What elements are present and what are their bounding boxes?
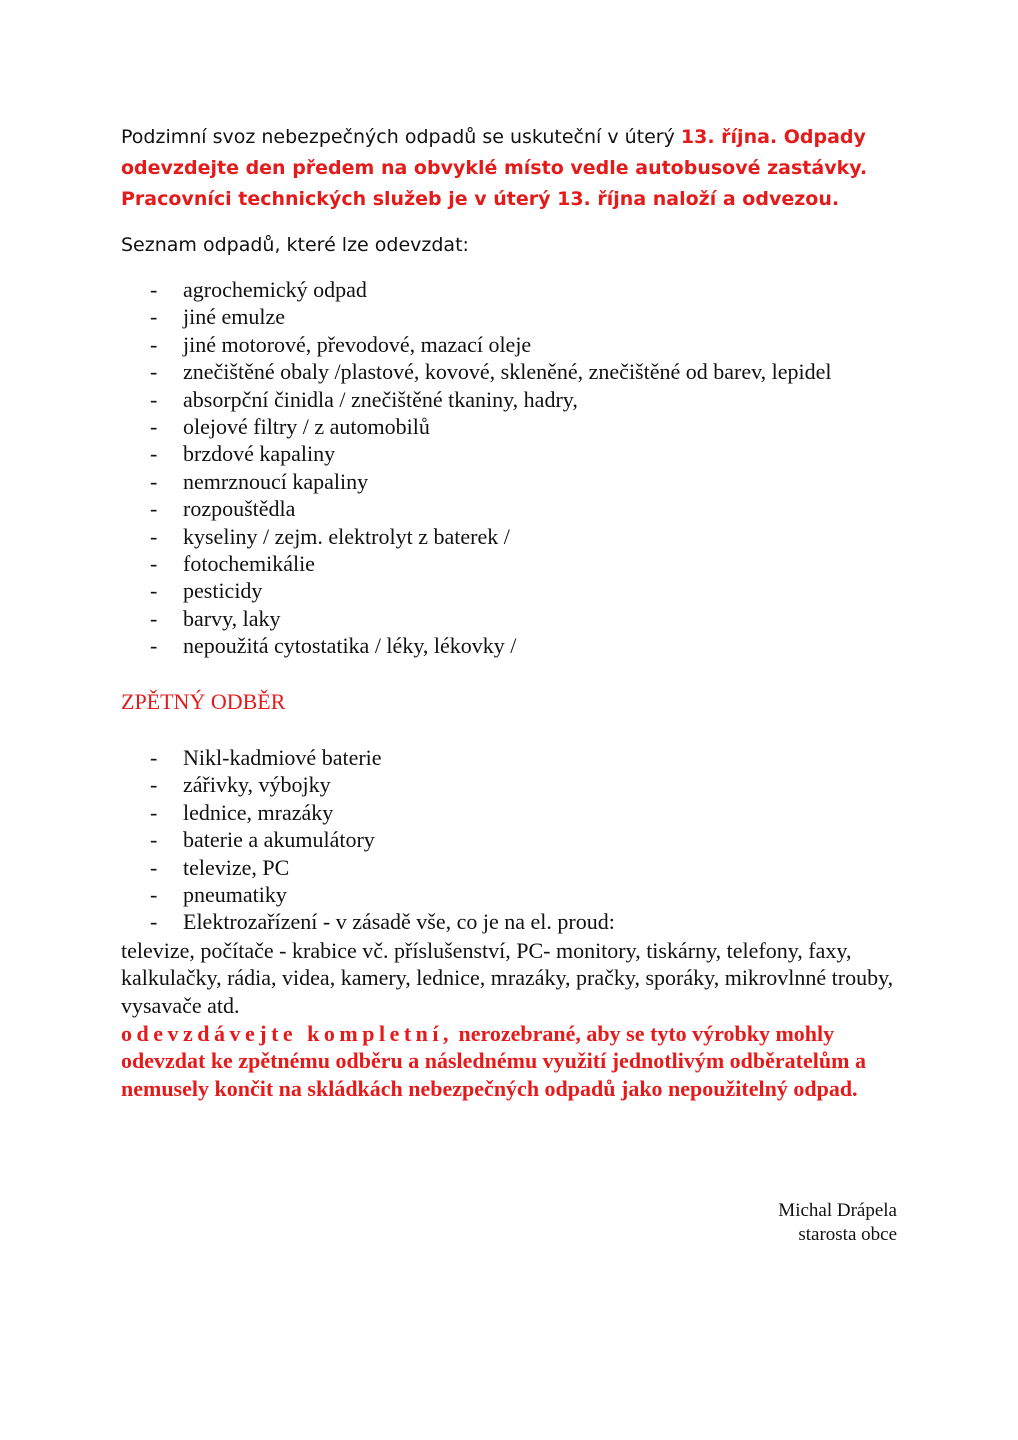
bullet-dash: - [150,359,158,385]
bullet-dash: - [150,386,158,412]
bullet-dash: - [150,745,158,770]
bullet-dash: - [150,578,158,604]
bullet-dash: - [150,523,158,549]
list-item: - znečištěné obaly /plastové, kovové, skleněné, znečištěné od barev, lepidel [150,359,832,385]
intro-paragraph [121,122,921,215]
bullet-dash: - [150,468,158,494]
list-item: - nemrznoucí kapaliny [150,468,369,494]
list-item: - nepoužitá cytostatika / léky, lékovky / [150,633,517,659]
list-item: - Nikl-kadmiové baterie [150,745,382,770]
bullet-dash: - [150,909,158,935]
list-item: - televize, PC [150,854,290,880]
bullet-dash: - [150,331,158,357]
list-item: - jiné motorové, převodové, mazací oleje [150,331,532,357]
bullet-dash: - [150,854,158,880]
waste-list [150,276,910,660]
bullet-dash: - [150,882,158,908]
signature-title: starosta obce [798,1224,897,1245]
list-item: - jiné emulze [150,304,286,330]
intro-text: Podzimní svoz nebezpečných odpadů se uskuteční v úterý [121,126,681,148]
list-item: - pneumatiky [150,882,287,908]
signature-block [778,1199,897,1247]
electronics-detail: televize, počítače - krabice vč. příslušenství, PC- monitory, tiskárny, telefony, faxy, kalkulačky, rádia, videa, kamery, lednice, mrazáky, pračky, sporáky, mikrovlnné trouby, vysavače atd. [121,938,894,1018]
bullet-dash: - [150,827,158,853]
warning-text: nerozebrané, aby se tyto výrobky mohly odevzdat ke zpětnému odběru a následnému využití jednotlivým odběratelům a nemusely končit na skládkách nebezpečných odpadů jako nepoužitelný odpad. [121,1021,866,1101]
warning-paragraph [121,1020,911,1102]
bullet-dash: - [150,441,158,467]
section-heading-return: ZPĚTNÝ ODBĚR [121,689,286,714]
bullet-dash: - [150,551,158,577]
bullet-dash: - [150,496,158,522]
bullet-dash: - [150,277,158,302]
list-item: - absorpční činidla / znečištěné tkaniny, hadry, [150,386,578,412]
bullet-dash: - [150,414,158,440]
signature-name: Michal Drápela [778,1200,897,1221]
list-item: - Elektrozařízení - v zásadě vše, co je na el. proud: [150,909,615,935]
return-list [150,744,910,936]
list-item: - pesticidy [150,578,263,604]
list-item: - fotochemikálie [150,551,315,577]
list-item: - rozpouštědla [150,496,296,522]
list-item: - kyseliny / zejm. elektrolyt z baterek / [150,523,510,549]
intro-highlight: 13. října. Odpady odevzdejte den předem na obvyklé místo vedle autobusové zastávky. Pracovníci technických služeb je v úterý 13. října naloží a odvezou. [121,126,868,210]
waste-list-heading: Seznam odpadů, které lze odevzdat: [121,234,469,256]
list-item: - olejové filtry / z automobilů [150,414,430,440]
list-item: - brzdové kapaliny [150,441,336,467]
warning-emphasis: odevzdávejte kompletní, [121,1021,454,1046]
bullet-dash: - [150,799,158,825]
bullet-dash: - [150,304,158,330]
list-item: - agrochemický odpad [150,277,367,302]
list-item: - barvy, laky [150,605,281,631]
bullet-dash: - [150,772,158,798]
list-item: - lednice, mrazáky [150,799,334,825]
bullet-dash: - [150,633,158,659]
list-item: - zářivky, výbojky [150,772,331,798]
bullet-dash: - [150,605,158,631]
list-item: - baterie a akumulátory [150,827,375,853]
